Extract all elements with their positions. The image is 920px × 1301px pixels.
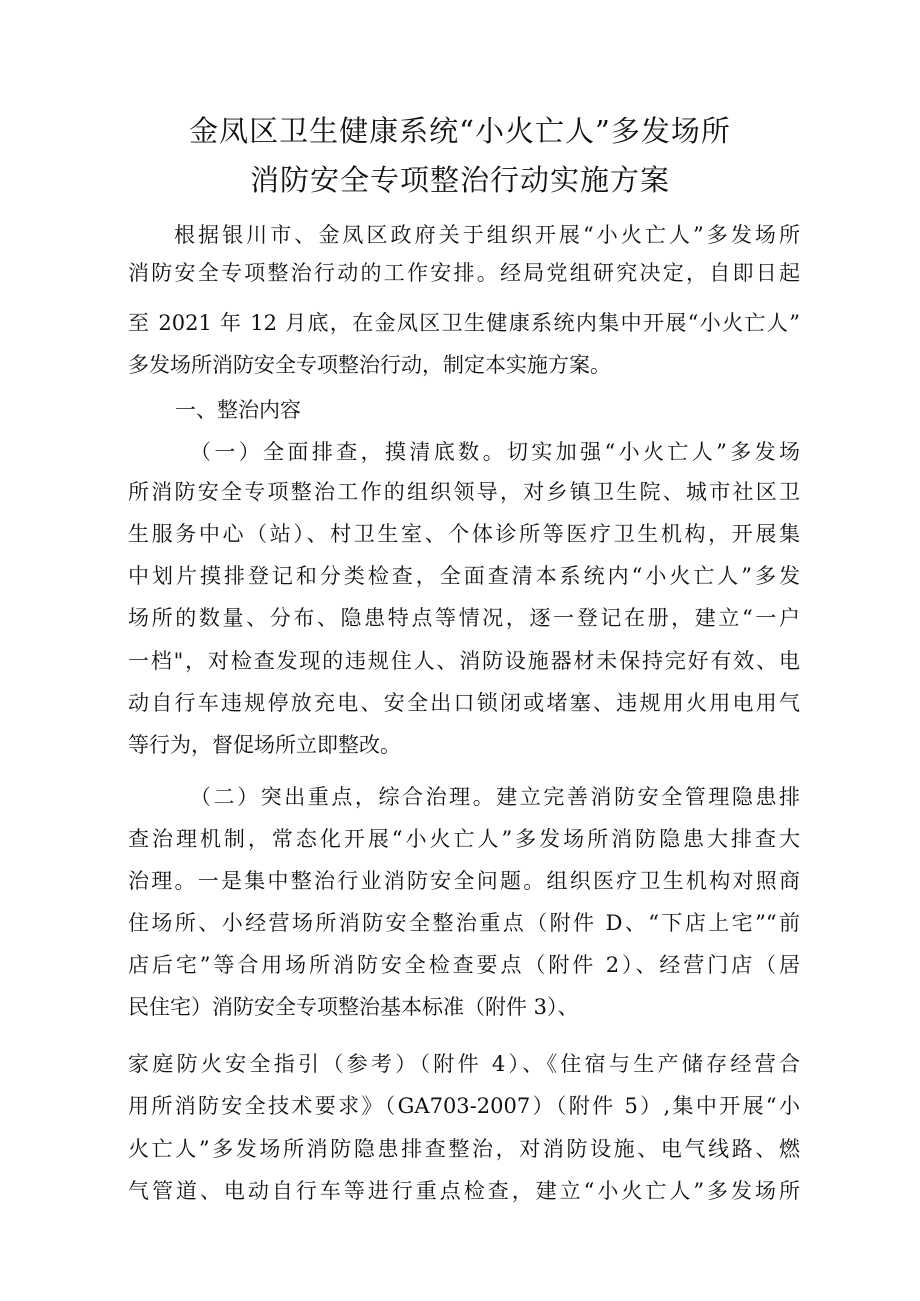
item1-line: 一档"，对检查发现的违规住人、消防设施器材未保持完好有效、电	[128, 649, 800, 673]
item2-continuation-line: 用所消防安全技术要求》（GA703-2007）（附件 5）,集中开展“小	[128, 1094, 800, 1118]
item2-continuation-line: 气管道、电动自行车等进行重点检查，建立“小火亡人”多发场所	[128, 1179, 800, 1203]
document-title-line-1: 金凤区卫生健康系统“小火亡人”多发场所	[189, 114, 731, 148]
item1-line: 中划片摸排登记和分类检查，全面查清本系统内“小火亡人”多发	[128, 564, 800, 588]
item1-line: 所消防安全专项整治工作的组织领导，对乡镇卫生院、城市社区卫	[128, 480, 800, 504]
item1-line: （一）全面排查，摸清底数。切实加强“小火亡人”多发场	[190, 440, 800, 464]
item2-continuation-line: 家庭防火安全指引（参考）（附件 4）、《住宿与生产储存经营合	[128, 1052, 800, 1076]
item2-line: （二）突出重点，综合治理。建立完善消防安全管理隐患排	[190, 785, 800, 809]
item1-line: 场所的数量、分布、隐患特点等情况，逐一登记在册，建立“一户	[128, 606, 800, 630]
item2-line: 治理。一是集中整治行业消防安全问题。组织医疗卫生机构对照商	[128, 869, 800, 893]
item1-line: 动自行车违规停放充电、安全出口锁闭或堵塞、违规用火用电用气	[128, 691, 800, 715]
document-title-line-2: 消防安全专项整治行动实施方案	[249, 163, 670, 197]
item2-line: 民住宅）消防安全专项整治基本标准（附件 3）、	[128, 995, 579, 1019]
section-heading: 一、整治内容	[175, 398, 301, 422]
item1-line: 生服务中心（站）、村卫生室、个体诊所等医疗卫生机构，开展集	[128, 522, 800, 546]
intro-line: 至 2021 年 12 月底，在金凤区卫生健康系统内集中开展“小火亡人”	[128, 311, 800, 335]
item1-line: 等行为，督促场所立即整改。	[128, 733, 401, 757]
item2-line: 查治理机制，常态化开展“小火亡人”多发场所消防隐患大排查大	[128, 827, 800, 851]
item2-continuation-line: 火亡人”多发场所消防隐患排查整治，对消防设施、电气线路、燃	[128, 1137, 800, 1161]
item2-line: 店后宅”等合用场所消防安全检查要点（附件 2）、经营门店（居	[128, 953, 800, 977]
intro-line: 多发场所消防安全专项整治行动，制定本实施方案。	[128, 353, 611, 377]
item2-line: 住场所、小经营场所消防安全整治重点（附件 D、“下店上宅”“前	[128, 911, 800, 935]
intro-line: 消防安全专项整治行动的工作安排。经局党组研究决定，自即日起	[128, 261, 800, 285]
intro-line: 根据银川市、金凤区政府关于组织开展“小火亡人”多发场所	[174, 223, 800, 247]
